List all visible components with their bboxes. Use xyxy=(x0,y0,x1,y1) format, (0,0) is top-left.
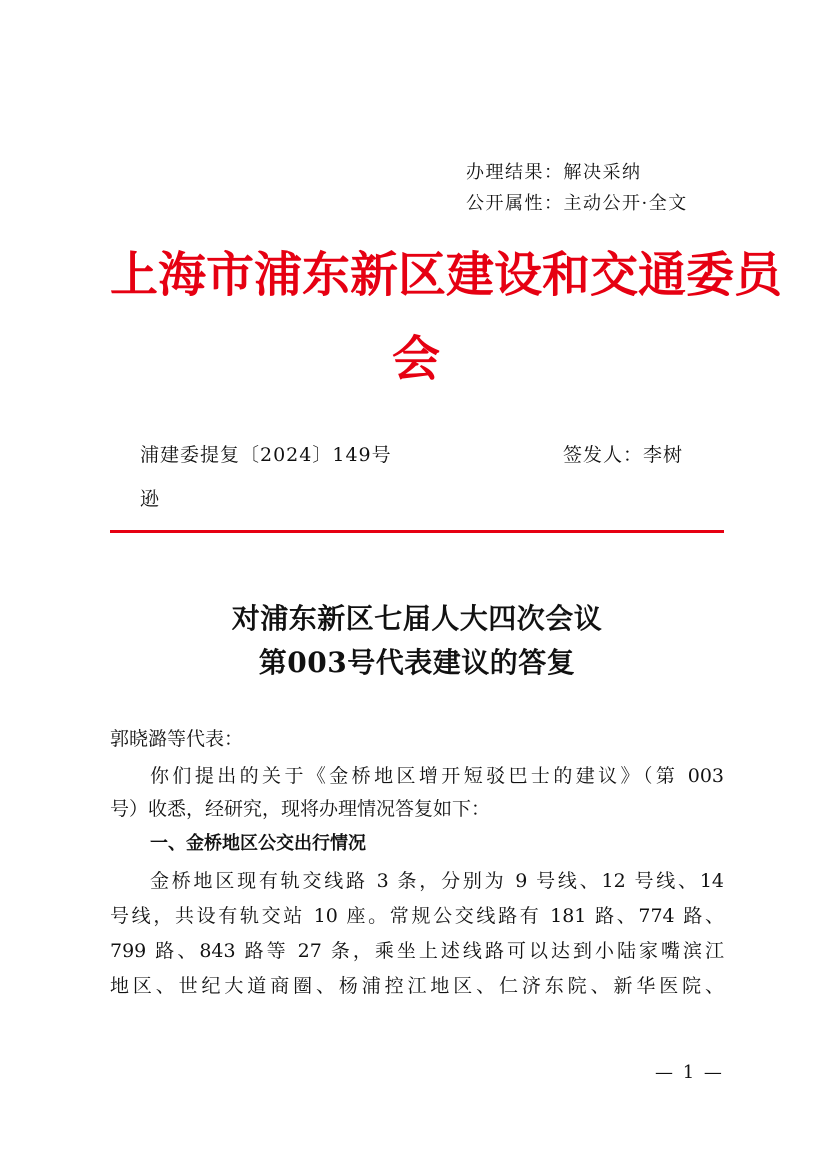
document-number: 浦建委提复〔2024〕149号 xyxy=(140,444,392,466)
salutation: 郭晓潞等代表： xyxy=(110,728,244,750)
document-title-continued: 第003号代表建议的答复 xyxy=(258,646,576,679)
paragraph-line: 号线，共设有轨交站 10 座。常规公交线路有 181 路、774 路、 xyxy=(110,905,724,927)
issuing-organization-title: 上海市浦东新区建设和交通委员 xyxy=(110,247,783,303)
issuing-organization-title-continued: 会 xyxy=(391,331,440,387)
signer-continued: 逊 xyxy=(140,488,160,510)
section-heading: 一、金桥地区公交出行情况 xyxy=(150,833,366,854)
page-number: — 1 — xyxy=(655,1062,724,1083)
disclosure-attribute: 公开属性：主动公开·全文 xyxy=(466,193,688,214)
red-divider-line xyxy=(110,530,724,533)
paragraph-line: 你们提出的关于《金桥地区增开短驳巴士的建议》（第 003 xyxy=(150,765,724,787)
signer: 签发人：李树 xyxy=(563,444,684,466)
paragraph-line: 号）收悉，经研究，现将办理情况答复如下： xyxy=(110,798,491,820)
paragraph-line: 地区、世纪大道商圈、杨浦控江地区、仁济东院、新华医院、 xyxy=(110,975,724,997)
paragraph-line: 799 路、843 路等 27 条，乘坐上述线路可以达到小陆家嘴滨江 xyxy=(110,940,724,962)
paragraph-line: 金桥地区现有轨交线路 3 条，分别为 9 号线、12 号线、14 xyxy=(150,870,724,892)
document-title: 对浦东新区七届人大四次会议 xyxy=(231,602,603,635)
handling-result: 办理结果：解决采纳 xyxy=(466,162,642,183)
